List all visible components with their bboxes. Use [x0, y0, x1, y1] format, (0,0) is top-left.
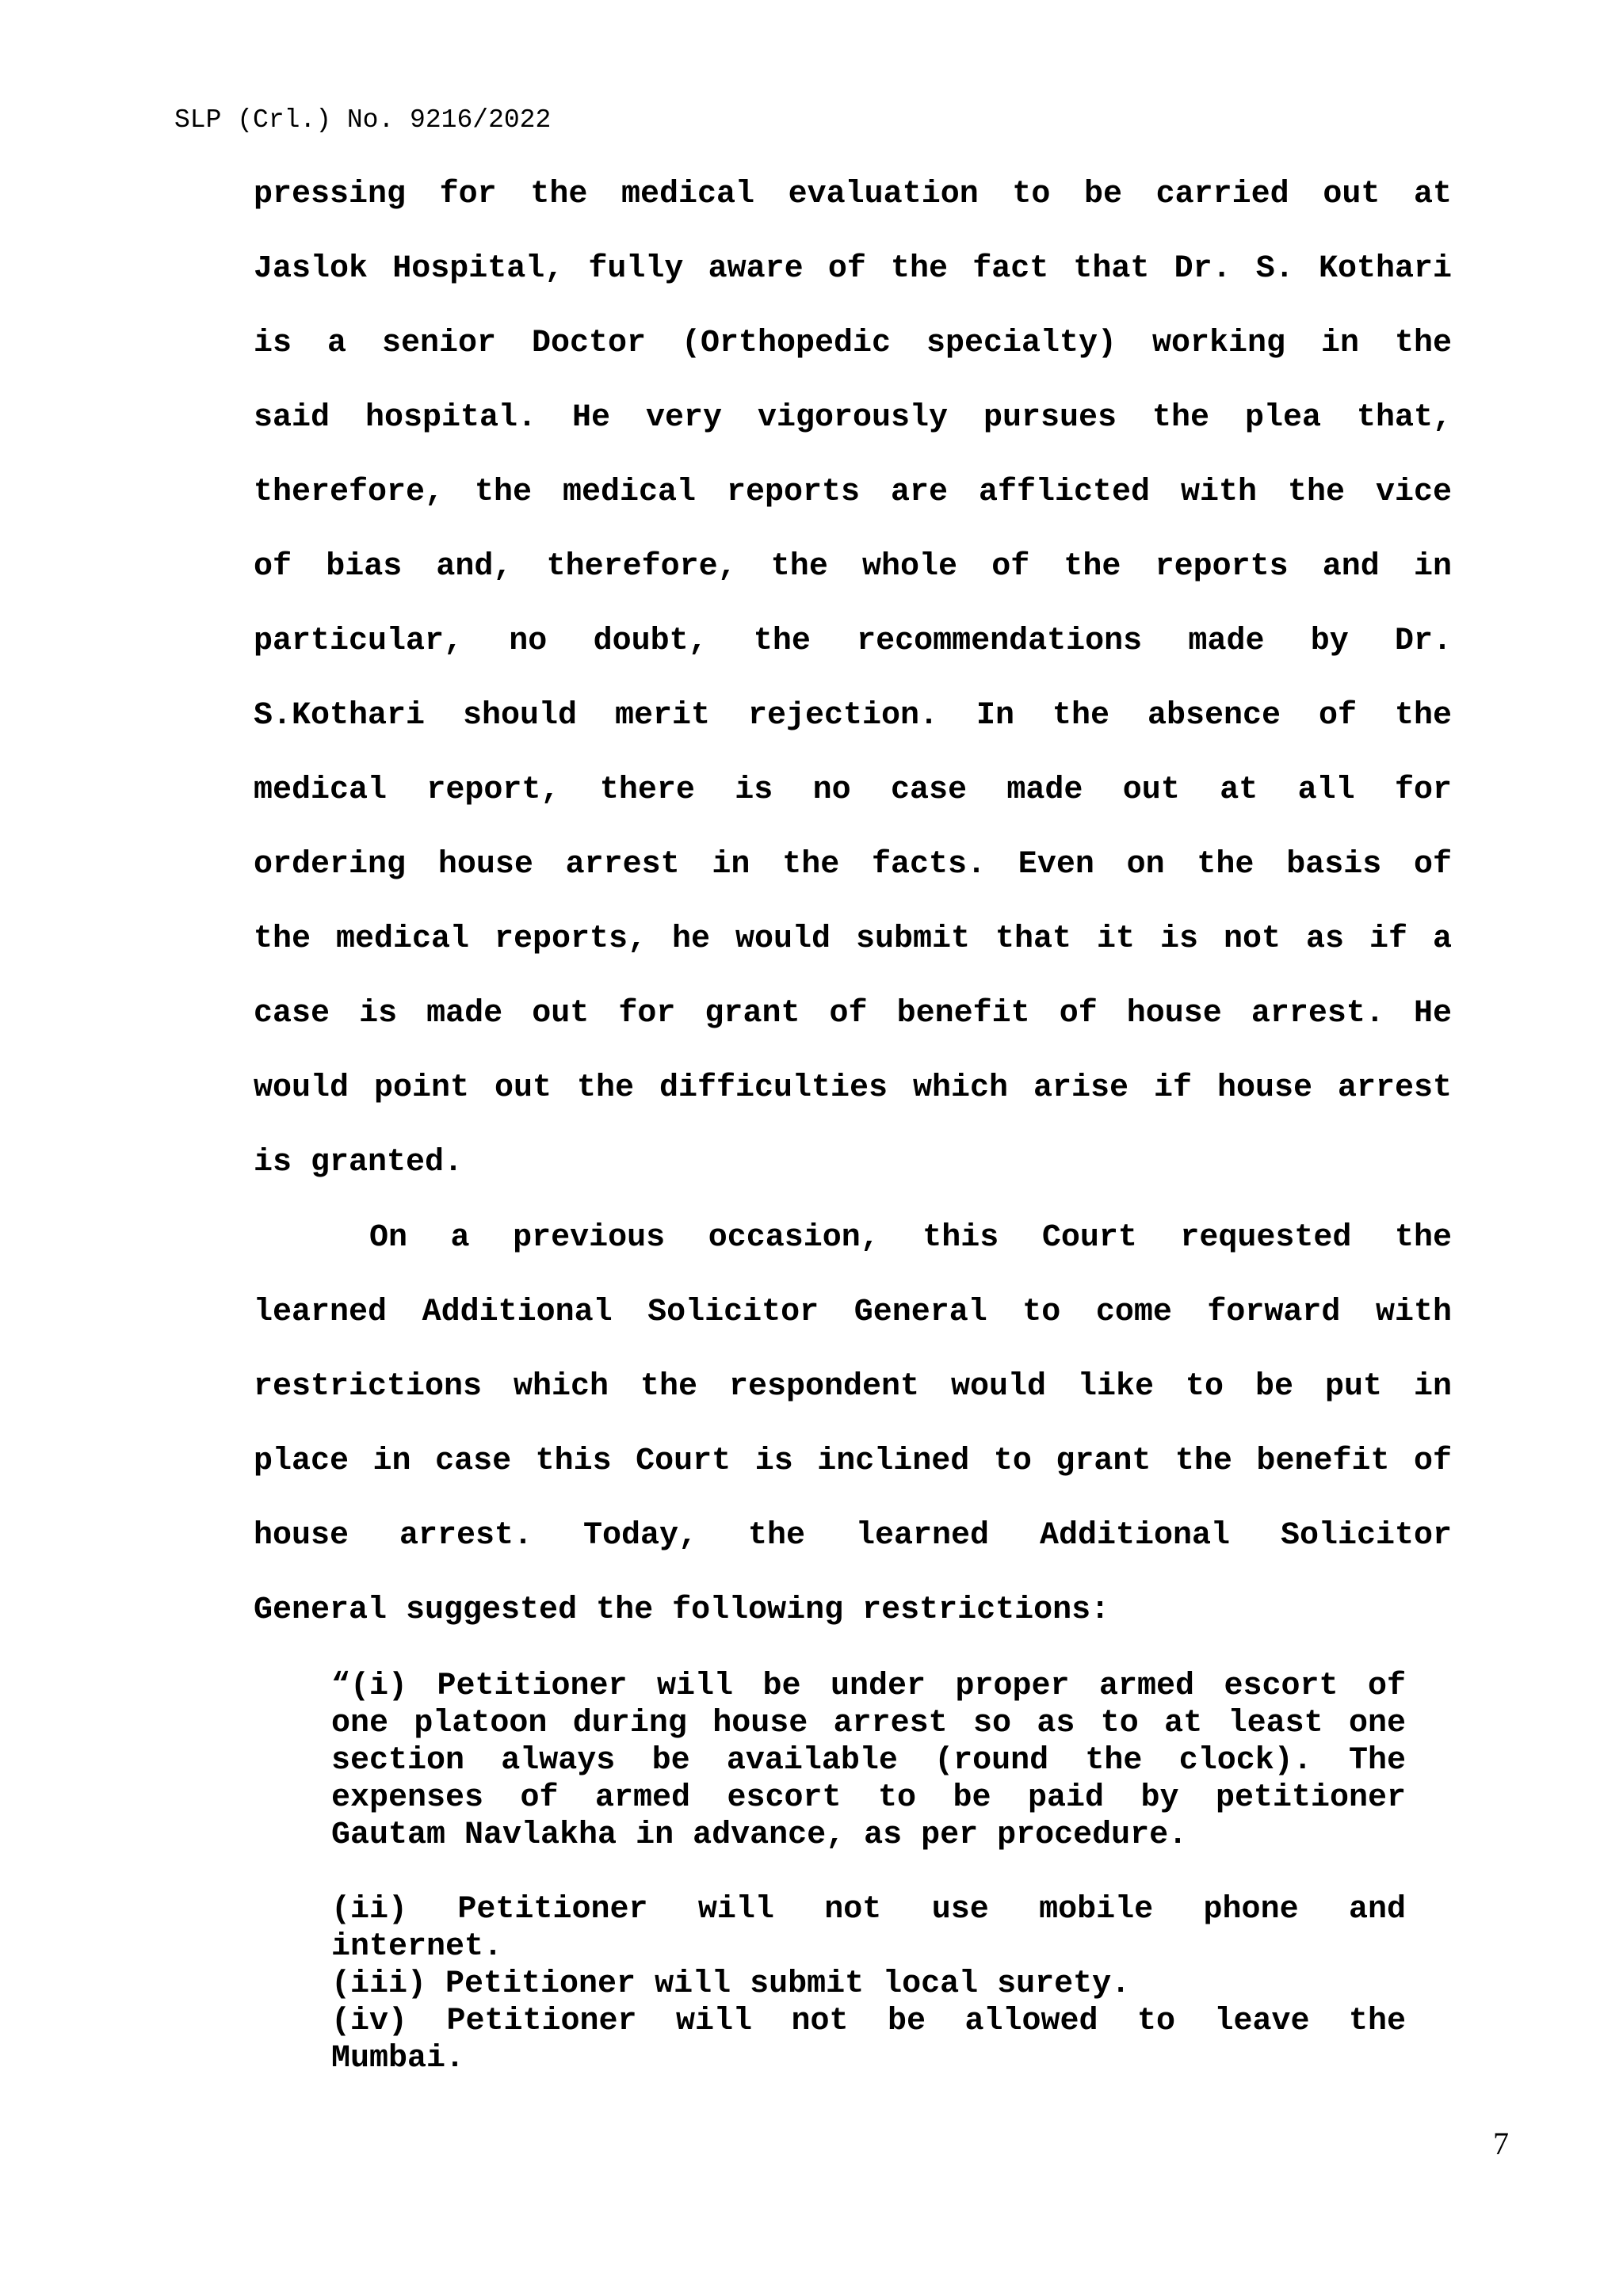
quote-line: “(i) Petitioner will be under proper armed escort of — [331, 1669, 1406, 1704]
text-line: particular, no doubt, the recommendations made by Dr. — [254, 624, 1452, 659]
quote-line: internet. — [331, 1929, 503, 1965]
text-line: would point out the difficulties which arise if house arrest — [254, 1070, 1452, 1106]
quote-line: section always be available (round the clock). The — [331, 1743, 1406, 1779]
text-line: is granted. — [254, 1145, 464, 1180]
quote-line: one platoon during house arrest so as to at least one — [331, 1706, 1406, 1741]
text-line: pressing for the medical evaluation to be carried out at — [254, 177, 1452, 212]
text-line: learned Additional Solicitor General to come forward with — [254, 1295, 1452, 1330]
quote-line: expenses of armed escort to be paid by petitioner — [331, 1780, 1406, 1816]
text-line: ordering house arrest in the facts. Even on the basis of — [254, 847, 1452, 883]
text-line: medical report, there is no case made out at all for — [254, 772, 1452, 808]
text-line: of bias and, therefore, the whole of the reports and in — [254, 549, 1452, 585]
text-line: is a senior Doctor (Orthopedic specialty) working in the — [254, 326, 1452, 361]
quote-line: (iii) Petitioner will submit local surety. — [331, 1966, 1131, 2002]
quote-line: (ii) Petitioner will not use mobile phone and — [331, 1892, 1406, 1928]
quote-line: Mumbai. — [331, 2041, 465, 2077]
case-reference-header: SLP (Crl.) No. 9216/2022 — [174, 105, 552, 135]
text-line: case is made out for grant of benefit of house arrest. He — [254, 996, 1452, 1032]
text-line: place in case this Court is inclined to grant the benefit of — [254, 1444, 1452, 1479]
text-line: restrictions which the respondent would like to be put in — [254, 1369, 1452, 1405]
text-line: said hospital. He very vigorously pursues the plea that, — [254, 400, 1452, 436]
text-line: General suggested the following restrictions: — [254, 1592, 1110, 1628]
text-line: the medical reports, he would submit that it is not as if a — [254, 921, 1452, 957]
text-line: Jaslok Hospital, fully aware of the fact that Dr. S. Kothari — [254, 251, 1452, 287]
text-line: S.Kothari should merit rejection. In the absence of the — [254, 698, 1452, 734]
page-number: 7 — [1493, 2126, 1509, 2161]
quote-line: (iv) Petitioner will not be allowed to leave the — [331, 2004, 1406, 2039]
quote-line: Gautam Navlakha in advance, as per procedure. — [331, 1817, 1188, 1853]
text-line: house arrest. Today, the learned Additional Solicitor — [254, 1518, 1452, 1554]
text-line: therefore, the medical reports are afflicted with the vice — [254, 475, 1452, 510]
text-line: On a previous occasion, this Court requested the — [369, 1220, 1452, 1256]
